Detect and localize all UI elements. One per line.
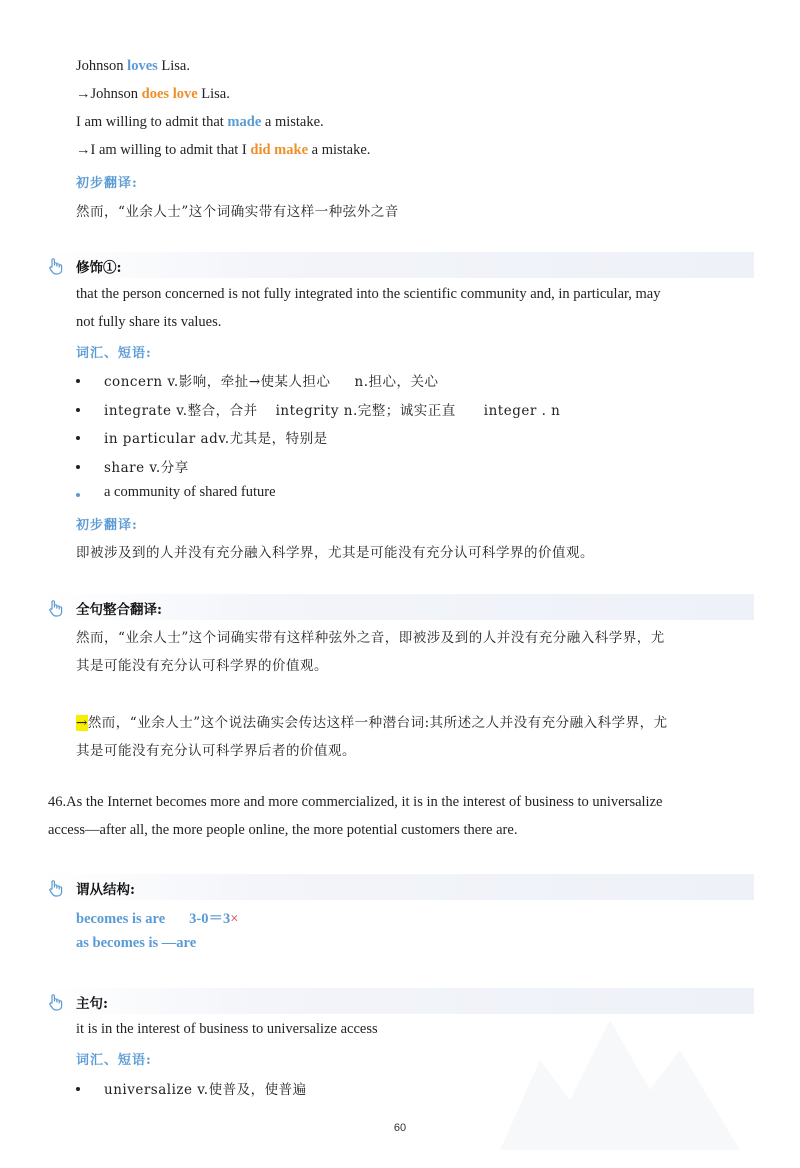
example-sentence-3 xyxy=(76,114,324,131)
highlight-emphatic: does love xyxy=(141,86,198,102)
vocab-label: 词汇、短语: xyxy=(76,346,152,361)
initial-translation: 然而，“业余人士”这个词确实带有这样一种弦外之音 xyxy=(76,204,399,220)
structure-heading xyxy=(48,878,135,898)
pointing-hand-icon xyxy=(48,257,64,275)
example-text: a mistake. xyxy=(261,114,324,130)
example-sentence-4 xyxy=(76,142,370,159)
bullet xyxy=(76,436,80,440)
heading-band xyxy=(42,874,754,900)
modifier-text-line-1: that the person concerned is not fully integrated into the scientific community and, in particular, may xyxy=(76,286,661,302)
heading-band xyxy=(42,252,754,278)
example-text: a mistake. xyxy=(308,142,371,158)
initial-translation: 即被涉及到的人并没有充分融入科学界，尤其是可能没有充分认可科学界的价值观。 xyxy=(76,545,594,561)
full-translation-line-2: 其是可能没有充分认可科学界的价值观。 xyxy=(76,658,328,674)
question-46-line-2: access—after all, the more people online, the more potential customers there are. xyxy=(48,822,518,838)
question-46-line-1: 46.As the Internet becomes more and more commercialized, it is in the interest of business to universalize xyxy=(48,794,663,810)
vocab-item-in-particular: in particular adv.尤其是，特别是 xyxy=(104,431,328,447)
bullet xyxy=(76,379,80,383)
vocab-item-concern: concern v.影响，牵扯→使某人担心 n.担心，关心 xyxy=(104,374,439,390)
example-text: →Johnson xyxy=(76,86,142,102)
arrow-highlight: → xyxy=(76,715,88,731)
structure-line-2: as becomes is —are xyxy=(76,935,197,951)
example-text: Lisa. xyxy=(197,86,230,102)
initial-translation-label: 初步翻译: xyxy=(76,176,138,191)
pointing-hand-icon xyxy=(48,599,64,617)
alt-translation-line-2: 其是可能没有充分认可科学界后者的价值观。 xyxy=(76,743,356,759)
bullet xyxy=(76,493,80,497)
bullet xyxy=(76,408,80,412)
page-number: 60 xyxy=(393,1122,407,1134)
heading-text: 修饰①: xyxy=(76,260,122,276)
example-text: Lisa. xyxy=(157,58,190,74)
highlight-emphatic: did make xyxy=(250,142,309,158)
example-text: →I am willing to admit that I xyxy=(76,142,251,158)
full-translation-heading xyxy=(48,598,162,618)
bullet xyxy=(76,1087,80,1091)
example-text: I am willing to admit that xyxy=(76,114,228,130)
heading-text: 主句: xyxy=(76,996,108,1012)
pointing-hand-icon xyxy=(48,879,64,897)
vocab-item-universalize: universalize v.使普及，使普遍 xyxy=(104,1082,307,1098)
example-text: Johnson xyxy=(76,58,128,74)
heading-text: 全句整合翻译: xyxy=(76,602,162,618)
bullet xyxy=(76,465,80,469)
modifier-heading xyxy=(48,256,121,276)
cross-mark: × xyxy=(230,911,239,927)
modifier-text-line-2: not fully share its values. xyxy=(76,314,222,330)
structure-line-1: becomes is are 3-0＝3× xyxy=(76,911,239,927)
main-clause-heading xyxy=(48,992,108,1012)
vocab-item-share: share v.分享 xyxy=(104,460,189,476)
heading-text: 谓从结构: xyxy=(76,882,135,898)
example-sentence-2 xyxy=(76,86,230,103)
highlight-verb: loves xyxy=(127,58,158,74)
vocab-item-community: a community of shared future xyxy=(104,484,276,500)
highlight-verb: made xyxy=(227,114,262,130)
main-clause-text: it is in the interest of business to universalize access xyxy=(76,1021,378,1037)
pointing-hand-icon xyxy=(48,993,64,1011)
vocab-item-integrate: integrate v.整合，合并 integrity n.完整；诚实正直 integer . n xyxy=(104,403,561,419)
vocab-label: 词汇、短语: xyxy=(76,1053,152,1068)
initial-translation-label: 初步翻译: xyxy=(76,518,138,533)
full-translation-line-1: 然而，“业余人士”这个词确实带有这样种弦外之音，即被涉及到的人并没有充分融入科学界，尤 xyxy=(76,630,665,646)
alt-translation-line-1: →然而，“业余人士”这个说法确实会传达这样一种潜台词:其所述之人并没有充分融入科学界，尤 xyxy=(76,715,668,731)
example-sentence-1 xyxy=(76,58,190,75)
